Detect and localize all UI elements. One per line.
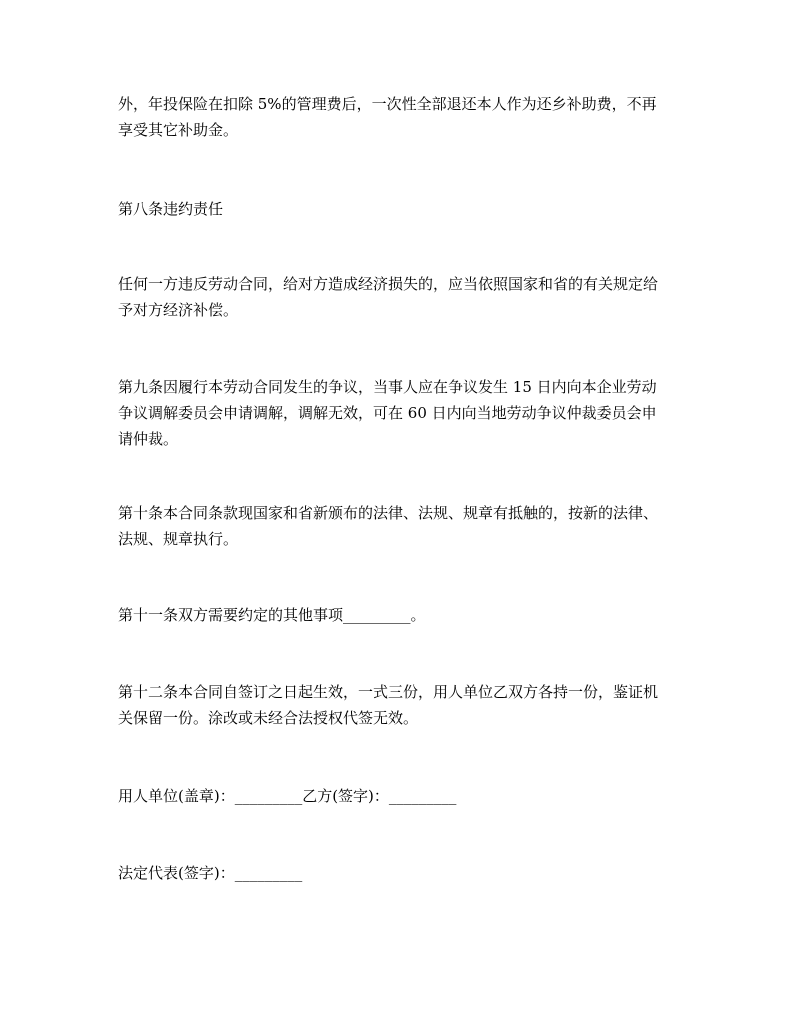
article-8-heading xyxy=(118,196,688,222)
article-9-dispute-resolution xyxy=(118,374,688,452)
text-line: 关保留一份。涂改或未经合法授权代签无效。 xyxy=(118,709,419,727)
text-line: 请仲裁。 xyxy=(118,430,179,448)
text-line: 争议调解委员会申请调解，调解无效，可在 60 日内向当地劳动争议仲裁委员会申 xyxy=(118,404,657,422)
paragraph-breach-liability xyxy=(118,271,688,323)
paragraph-resettlement-subsidy xyxy=(118,91,688,143)
text-line: 第十条本合同条款现国家和省新颁布的法律、法规、规章有抵触的，按新的法律、 xyxy=(118,504,659,522)
text-line: 外，年投保险在扣除 5%的管理费后，一次性全部退还本人作为还乡补助费，不再 xyxy=(118,95,657,113)
text-line: 用人单位(盖章)：_________乙方(签字)：_________ xyxy=(118,787,457,805)
text-line: 予对方经济补偿。 xyxy=(118,301,239,319)
text-line: 第九条因履行本劳动合同发生的争议，当事人应在争议发生 15 日内向本企业劳动 xyxy=(118,378,657,396)
article-12-effectiveness xyxy=(118,679,688,731)
signature-employer-and-party-b xyxy=(118,783,688,809)
article-10-legal-conflict xyxy=(118,500,688,552)
text-line: 第八条违约责任 xyxy=(118,200,224,218)
text-line: 第十二条本合同自签订之日起生效，一式三份，用人单位乙双方各持一份，鉴证机 xyxy=(118,683,659,701)
text-line: 法定代表(签字)：_________ xyxy=(118,864,303,882)
signature-legal-representative xyxy=(118,860,688,886)
text-line: 享受其它补助金。 xyxy=(118,121,239,139)
text-line: 第十一条双方需要约定的其他事项_________。 xyxy=(118,606,426,624)
article-11-other-matters xyxy=(118,602,688,628)
text-line: 法规、规章执行。 xyxy=(118,530,239,548)
text-line: 任何一方违反劳动合同，给对方造成经济损失的，应当依照国家和省的有关规定给 xyxy=(118,275,659,293)
